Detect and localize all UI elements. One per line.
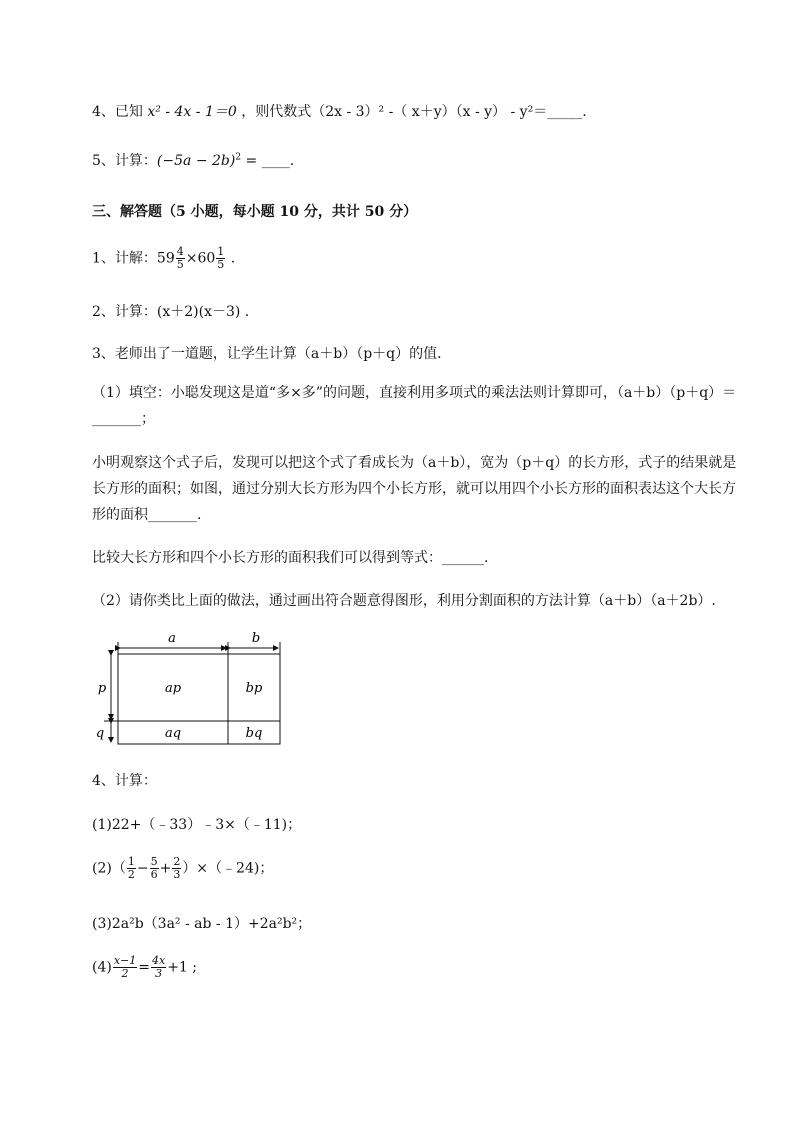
problem-1: [92, 246, 235, 271]
cell-bq: bq: [245, 726, 263, 741]
q4-equation: x² - 4x - 1＝0: [147, 104, 237, 120]
problem-4-item-2: (2)（ $\frac{1}{2}$ − $\frac{5}{6}$ + $\frac{2}{3}$ ）×（﹣24)；: [92, 855, 274, 881]
cell-ap: ap: [164, 681, 182, 696]
problem-4-item-3: (3)2a²b（3a² - ab - 1）+2a²b²；: [92, 916, 312, 932]
q5-exponent: 2: [235, 152, 242, 163]
problem-4-item-4: (4) $\frac{x-1}{2}$ = $\frac{4x}{3}$ +1 ;: [92, 954, 198, 980]
cell-aq: aq: [164, 726, 182, 741]
problem-3-paragraph-2: 小明观察这个式子后，发现可以把这个式了看成长为（a＋b），宽为（p＋q）的长方形，式子的结果就是长方形的面积；如图，通过分别大长方形为四个小长方形，就可以用四个小长方形的面积表达这个大长方形的面积_______.: [92, 455, 737, 523]
label-p: p: [97, 681, 107, 696]
p1-fraction-1: $\frac{4}{5}$: [176, 245, 184, 271]
q4-expression: ，则代数式（2x - 3）² -（ x＋y）（x - y） - y²＝_____.: [241, 104, 587, 120]
p4-item4-fraction-1: $\frac{x-1}{2}$: [113, 954, 137, 980]
p4-item2-fraction-3: $\frac{2}{3}$: [173, 855, 181, 881]
problem-3-intro: 3、老师出了一道题，让学生计算（a＋b）（p＋q）的值．: [92, 346, 452, 362]
p1-suffix: .: [226, 250, 236, 267]
problem-4-title: 4、计算：: [92, 773, 157, 789]
q5-suffix: = ____.: [241, 153, 295, 169]
problem-3-part-2: （2）请你类比上面的做法，通过画出符合题意得图形，利用分割面积的方法计算（a＋b）（a＋2b）.: [92, 593, 716, 609]
p1-fraction-2: $\frac{1}{5}$: [217, 245, 225, 271]
p4-item2-fraction-1: $\frac{1}{2}$: [127, 855, 135, 881]
p1-times: ×60: [185, 250, 216, 267]
problem-3-paragraph-3: 比较大长方形和四个小长方形的面积我们可以得到等式：______.: [92, 550, 489, 566]
cell-bp: bp: [245, 681, 263, 696]
section-3-heading: 三、解答题（5 小题，每小题 10 分，共计 50 分）: [92, 204, 418, 220]
p4-item4-fraction-2: $\frac{4x}{3}$: [152, 954, 166, 980]
question-5-fill: [92, 150, 294, 170]
label-q: q: [95, 726, 105, 741]
problem-3-part-1: （1）填空：小聪发现这是道“多×多”的问题，直接利用多项式的乘法法则计算即可，（a＋b）（p＋q）＝_______；: [92, 385, 737, 427]
rectangle-area-figure: [92, 628, 292, 750]
p4-item2-fraction-2: $\frac{5}{6}$: [150, 855, 158, 881]
q4-prefix: 4、已知: [92, 104, 143, 120]
label-a: a: [168, 631, 176, 646]
problem-4-item-1: (1)22+（﹣33）﹣3×（﹣11)；: [92, 817, 302, 833]
q5-prefix: 5、计算：: [92, 153, 157, 169]
label-b: b: [251, 631, 261, 646]
p1-prefix: 1、计解：59: [92, 250, 175, 267]
question-4-fill: [92, 101, 587, 121]
problem-2: 2、计算：(x＋2)(x－3) .: [92, 304, 250, 320]
q5-expression: (−5a − 2b): [156, 153, 236, 169]
